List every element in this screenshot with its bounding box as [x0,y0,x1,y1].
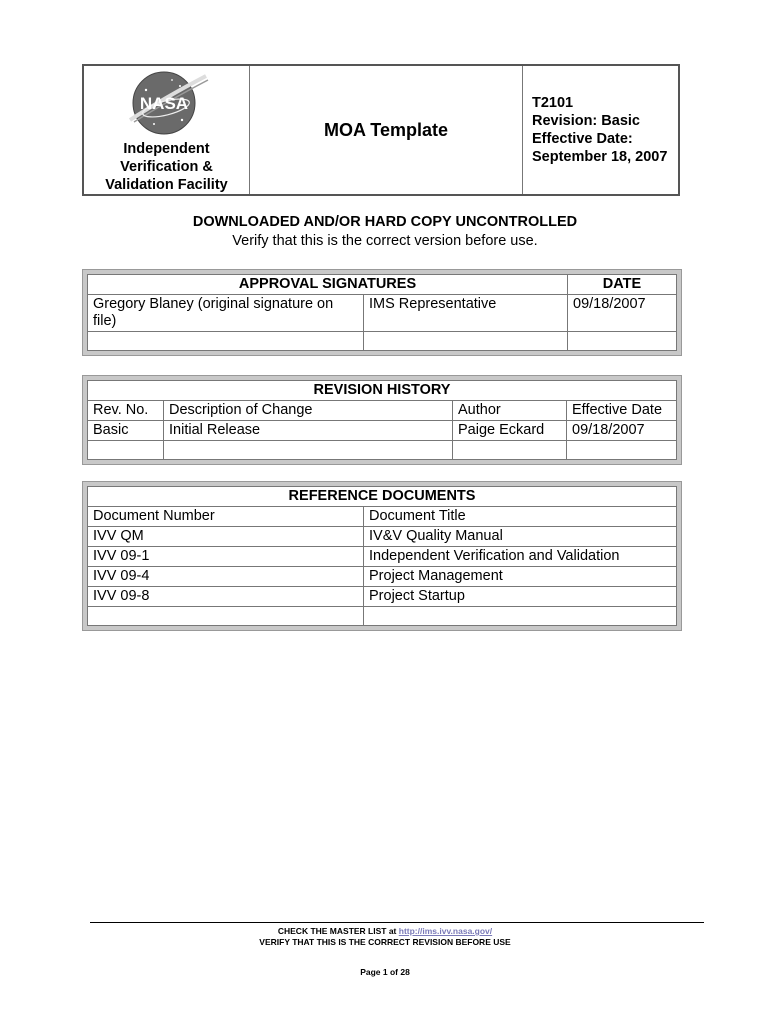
table-header-row [88,381,677,401]
rev-no: Basic [88,421,164,441]
column-header: Effective Date [567,401,677,421]
table-header-row [88,275,677,295]
column-header-row [88,401,677,421]
organization-line: Validation Facility [105,177,228,193]
document-title: IV&V Quality Manual [364,527,677,547]
approval-heading: APPROVAL SIGNATURES [88,275,568,295]
revision-label: Revision: Basic [532,113,640,129]
verify-notice: Verify that this is the correct version before use. [232,233,538,249]
effective-date: 09/18/2007 [567,421,677,441]
date-heading: DATE [568,275,677,295]
table-row [88,295,677,332]
document-number: IVV 09-4 [88,567,364,587]
master-list-link[interactable]: http://ims.ivv.nasa.gov/ [398,926,493,936]
footer-verify: VERIFY THAT THIS IS THE CORRECT REVISION BEFORE USE [259,937,511,947]
document-title: Project Startup [364,587,677,607]
document-id: T2101 [532,95,574,111]
organization-line: Independent [123,141,210,157]
column-header-row [88,507,677,527]
change-description: Initial Release [164,421,453,441]
footer-rule [90,922,704,923]
column-header: Rev. No. [88,401,164,421]
document-title: MOA Template [250,66,523,194]
revision-heading: REVISION HISTORY [88,381,677,401]
reference-documents-table [87,486,677,626]
document-header [82,64,680,196]
table-row [88,421,677,441]
column-header: Author [453,401,567,421]
table-row-empty [88,332,677,351]
table-row [88,547,677,567]
table-header-row [88,487,677,507]
column-header: Document Title [364,507,677,527]
document-title: Project Management [364,567,677,587]
revision-history-frame [82,375,682,465]
signature-date: 09/18/2007 [568,295,677,332]
table-row [88,527,677,547]
footer-master-list [0,926,770,936]
column-header: Document Number [88,507,364,527]
organization-name [105,140,227,194]
table-row-empty [88,441,677,460]
reference-documents-frame [82,481,682,631]
document-number: IVV 09-1 [88,547,364,567]
logo-cell [84,66,250,194]
author: Paige Eckard [453,421,567,441]
organization-line: Verification & [120,159,213,175]
table-row [88,587,677,607]
document-meta [523,66,678,194]
nasa-logo-icon [124,68,210,136]
footer-check-text: CHECK THE MASTER LIST at [277,926,399,936]
table-row-empty [88,607,677,626]
document-number: IVV 09-8 [88,587,364,607]
reference-heading: REFERENCE DOCUMENTS [88,487,677,507]
uncontrolled-notice: DOWNLOADED AND/OR HARD COPY UNCONTROLLED [192,214,578,230]
effective-date: September 18, 2007 [532,149,668,165]
signer-role: IMS Representative [364,295,568,332]
document-title: Independent Verification and Validation [364,547,677,567]
approval-signatures-table [87,274,677,351]
document-number: IVV QM [88,527,364,547]
page-number: Page 1 of 28 [360,967,410,977]
approval-signatures-frame [82,269,682,356]
signer-name: Gregory Blaney (original signature on file) [88,295,364,332]
column-header: Description of Change [164,401,453,421]
effective-date-label: Effective Date: [532,131,633,147]
revision-history-table [87,380,677,460]
logo-wordmark: NASA [139,94,188,113]
table-row [88,567,677,587]
